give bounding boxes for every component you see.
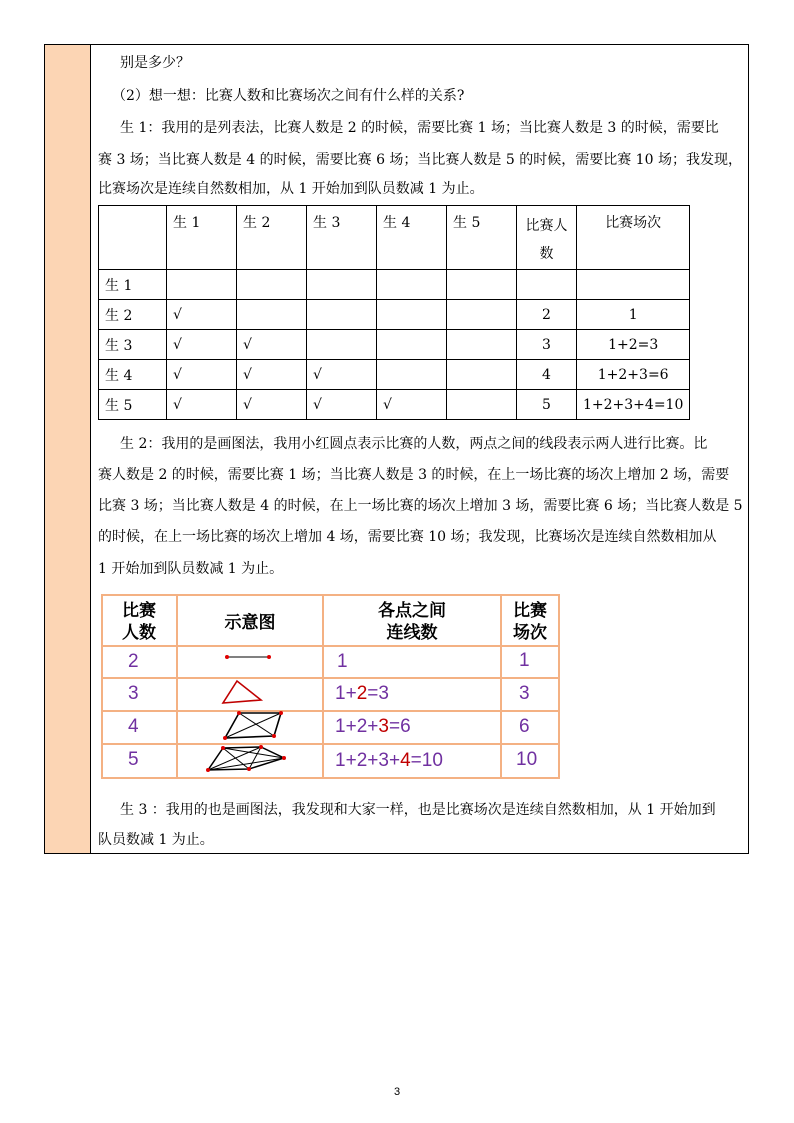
sum-part: 1 xyxy=(335,683,346,704)
sum-part: 3 xyxy=(378,750,389,771)
count-cell: 3 xyxy=(517,330,577,360)
tally-cell xyxy=(377,330,447,360)
tally-cell xyxy=(377,300,447,330)
count-cell: 2 xyxy=(517,300,577,330)
games-value: 1 xyxy=(519,650,530,671)
tally-cell: √ xyxy=(237,390,307,420)
header-text: 比赛人 xyxy=(525,218,568,234)
tally-cell: √ xyxy=(377,390,447,420)
header-cell: 比赛场次 xyxy=(577,206,690,270)
sum-part: 4 xyxy=(400,750,411,771)
tally-cell xyxy=(307,300,377,330)
header-people: 人数 xyxy=(122,623,156,643)
student1-text: 赛 3 场；当比赛人数是 4 的时候，需要比赛 6 场；当比赛人数是 5 的时候，需要比赛 10 场；我发现， xyxy=(98,152,742,168)
people-value: 5 xyxy=(128,749,139,770)
people-value: 4 xyxy=(128,716,139,737)
sum-part: 2 xyxy=(356,716,368,737)
tally-cell xyxy=(307,330,377,360)
header-diagram: 示意图 xyxy=(224,613,276,633)
tally-cell: √ xyxy=(237,330,307,360)
tally-cell: √ xyxy=(167,360,237,390)
side-column xyxy=(45,45,91,853)
header-lines: 连线数 xyxy=(386,623,438,643)
tally-cell xyxy=(447,270,517,300)
sum-part: 2 xyxy=(356,750,368,771)
tally-cell xyxy=(447,360,517,390)
people-value: 2 xyxy=(128,651,139,672)
header-people: 比赛 xyxy=(122,601,156,621)
tally-cell xyxy=(237,300,307,330)
sum-part: 3 xyxy=(378,716,389,737)
tally-cell: √ xyxy=(307,360,377,390)
sum-result: 3 xyxy=(378,683,389,704)
header-cell: 生 3 xyxy=(307,206,377,270)
student3-text: 生 3 ：我用的也是画图法，我发现和大家一样，也是比赛场次是连续自然数相加，从 1 开始加到 xyxy=(120,802,716,818)
tally-cell: √ xyxy=(167,330,237,360)
tally-cell xyxy=(447,300,517,330)
tally-cell: √ xyxy=(167,390,237,420)
sum-part: 1 xyxy=(337,651,348,672)
games-cell xyxy=(577,270,690,300)
student2-text: 生 2：我用的是画图法，我用小红圆点表示比赛的人数，两点之间的线段表示两人进行比赛。比 xyxy=(120,436,708,452)
student2-text: 的时候，在上一场比赛的场次上增加 4 场，需要比赛 10 场；我发现，比赛场次是连续自然数相加从 xyxy=(98,529,717,545)
tally-cell: √ xyxy=(307,390,377,420)
games-value: 6 xyxy=(519,716,530,737)
row-label: 生 3 xyxy=(99,330,167,360)
sum-result: 10 xyxy=(421,750,443,771)
games-cell: 1 xyxy=(577,300,690,330)
tally-cell xyxy=(377,270,447,300)
tally-cell xyxy=(447,390,517,420)
lines-sum: 1+2+3=6 xyxy=(335,716,411,737)
lines-sum: 1+2=3 xyxy=(335,683,389,704)
grid-lines xyxy=(101,594,560,779)
diagram-5-people xyxy=(206,745,286,772)
count-cell xyxy=(517,270,577,300)
student2-text: 比赛 3 场；当比赛人数是 4 的时候，在上一场比赛的场次上增加 3 场，需要比赛 6 场；当比赛人数是 5 xyxy=(98,498,743,514)
diagram-2-people xyxy=(225,655,271,659)
header-cell: 生 1 xyxy=(167,206,237,270)
games-cell: 1+2=3 xyxy=(577,330,690,360)
header-cell: 生 4 xyxy=(377,206,447,270)
lines-sum xyxy=(337,651,348,672)
tally-cell xyxy=(237,270,307,300)
sum-result: 6 xyxy=(400,716,411,737)
row-label: 生 5 xyxy=(99,390,167,420)
games-value: 3 xyxy=(519,683,530,704)
tally-cell xyxy=(377,360,447,390)
tally-cell xyxy=(167,270,237,300)
text-line: 别是多少？ xyxy=(120,55,190,71)
count-cell: 5 xyxy=(517,390,577,420)
diagram-table xyxy=(101,594,560,779)
sum-part: 1 xyxy=(335,750,346,771)
student1-text: 生 1：我用的是列表法，比赛人数是 2 的时候，需要比赛 1 场；当比赛人数是 3 的时候，需要比 xyxy=(120,120,719,136)
games-cell: 1+2+3+4=10 xyxy=(577,390,690,420)
tally-cell: √ xyxy=(237,360,307,390)
lines-sum: 1+2+3+4=10 xyxy=(335,750,443,771)
header-text: 数 xyxy=(539,246,554,262)
header-cell xyxy=(99,206,167,270)
diagram-4-people xyxy=(223,711,283,740)
games-cell: 1+2+3=6 xyxy=(577,360,690,390)
header-cell xyxy=(517,206,577,270)
count-cell: 4 xyxy=(517,360,577,390)
student3-text: 队员数减 1 为止。 xyxy=(98,832,214,848)
diagram-3-people xyxy=(223,681,261,703)
student1-text: 比赛场次是连续自然数相加，从 1 开始加到队员数减 1 为止。 xyxy=(98,181,484,197)
people-value: 3 xyxy=(128,683,139,704)
student2-text: 赛人数是 2 的时候，需要比赛 1 场；当比赛人数是 3 的时候，在上一场比赛的场次上增加 2 场，需要 xyxy=(98,467,730,483)
question-2: （2）想一想：比赛人数和比赛场次之间有什么样的关系? xyxy=(112,88,465,104)
games-value: 10 xyxy=(516,749,538,770)
student2-text: 1 开始加到队员数减 1 为止。 xyxy=(98,561,284,577)
header-lines: 各点之间 xyxy=(378,601,446,621)
sum-part: 2 xyxy=(356,683,368,704)
tally-cell xyxy=(307,270,377,300)
tally-cell: √ xyxy=(167,300,237,330)
sum-part: 1 xyxy=(335,716,346,737)
tally-cell xyxy=(447,330,517,360)
header-cell: 生 2 xyxy=(237,206,307,270)
row-label: 生 2 xyxy=(99,300,167,330)
row-label: 生 1 xyxy=(99,270,167,300)
row-label: 生 4 xyxy=(99,360,167,390)
header-cell: 生 5 xyxy=(447,206,517,270)
tally-table xyxy=(98,205,690,420)
page-number: 3 xyxy=(393,1086,401,1098)
header-games: 场次 xyxy=(513,623,547,643)
header-games: 比赛 xyxy=(513,601,547,621)
